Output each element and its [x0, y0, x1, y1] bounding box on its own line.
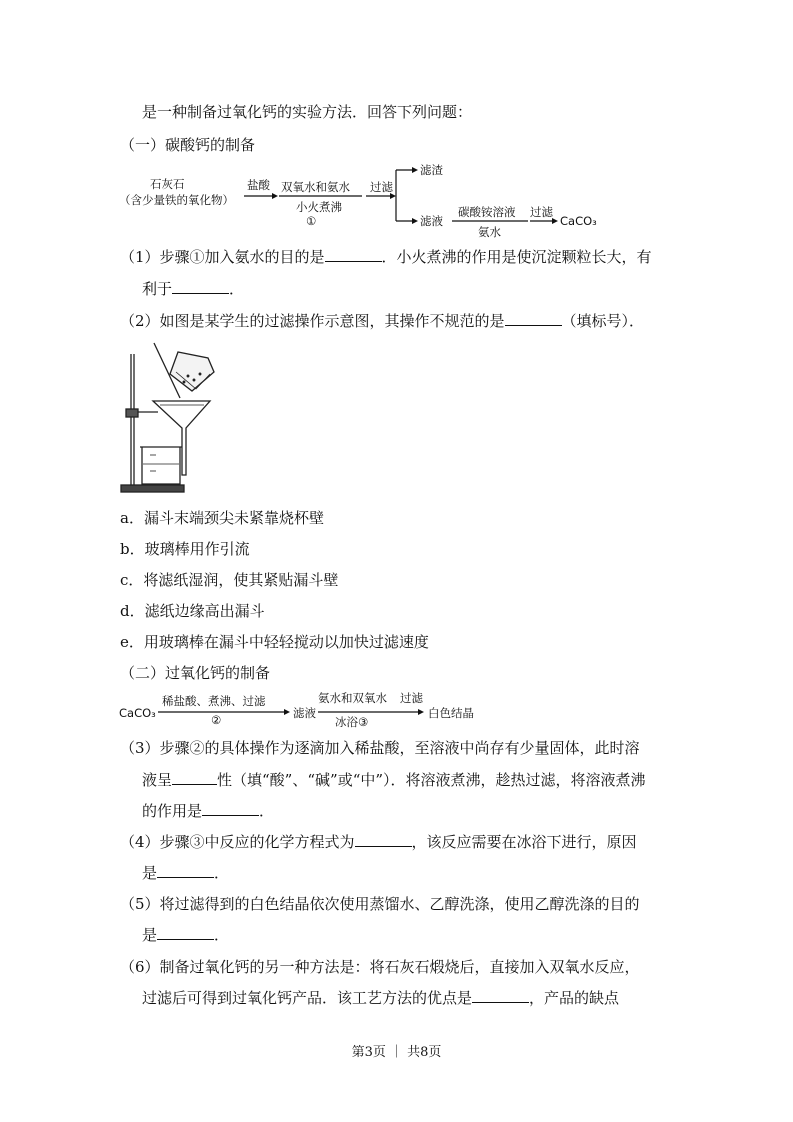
intro-text: 是一种制备过氧化钙的实验方法．回答下列问题： [142, 103, 473, 121]
flow1-reagent2-top: 碳酸铵溶液 [458, 205, 516, 219]
q5-answer-blank[interactable] [157, 925, 214, 940]
flow1-filtrate: 滤液 [420, 214, 443, 228]
option-a: a．漏斗末端颈尖未紧靠烧杯壁 [120, 509, 324, 527]
q6-text-a: 过滤后可得到过氧化钙产品．该工艺方法的优点是 [142, 989, 473, 1007]
flow1-reagents: 双氧水和氨水 [281, 180, 350, 194]
q5-text-b: ． [214, 926, 230, 944]
q6-line2 [142, 988, 619, 1008]
q6-answer-blank[interactable] [472, 988, 529, 1003]
q5-line1: （5）将过滤得到的白色结晶依次使用蒸馏水、乙醇洗涤，使用乙醇洗涤的目的 [120, 895, 640, 913]
q3-text-d: ． [259, 802, 275, 820]
flow2-reagent-top: 氨水和双氧水 [318, 691, 387, 705]
flow1-acid: 盐酸 [247, 178, 270, 192]
q3-answer-blank-1[interactable] [172, 770, 217, 785]
flow2-start: CaCO₃ [119, 706, 156, 720]
section1-title: （一）碳酸钙的制备 [120, 136, 256, 154]
flow2-step-top: 稀盐酸、煮沸、过滤 [162, 694, 266, 708]
q3-text-a: 液呈 [142, 771, 173, 789]
flow1-boil: 小火煮沸 [296, 200, 342, 214]
q4-line2 [142, 863, 229, 883]
q6-text-b: ，产品的缺点 [529, 989, 620, 1007]
flow2-filter: 过滤 [400, 691, 423, 705]
flow1-filter: 过滤 [370, 180, 393, 194]
section2-title: （二）过氧化钙的制备 [120, 664, 271, 682]
q1-text-a: （1）步骤①加入氨水的目的是 [120, 248, 325, 266]
page-footer: 第3页 ｜ 共8页 [351, 1045, 442, 1060]
q5-line2 [142, 925, 229, 945]
q3-line3 [142, 801, 274, 821]
flow1-step1: ① [306, 214, 317, 228]
flow1-product: CaCO₃ [560, 214, 597, 228]
q4-answer-blank-2[interactable] [157, 863, 214, 878]
q4-text-b: ，该反应需要在冰浴下进行，原因 [411, 833, 637, 851]
q5-text-a: 是 [142, 926, 158, 944]
q4-answer-blank-1[interactable] [355, 832, 412, 847]
flow1-filter2: 过滤 [530, 205, 553, 219]
option-d: d．滤纸边缘高出漏斗 [120, 602, 265, 620]
flow2-product: 白色结晶 [428, 706, 474, 720]
q1-text-c: 利于 [142, 280, 173, 298]
q3-text-c: 的作用是 [142, 802, 203, 820]
flow1-raw-bottom: （含少量铁的氧化物） [119, 193, 234, 207]
q6-line1: （6）制备过氧化钙的另一种方法是：将石灰石煅烧后，直接加入双氧水反应， [120, 958, 640, 976]
flow1-raw-top: 石灰石 [150, 177, 185, 191]
flow1-residue: 滤渣 [420, 163, 443, 177]
q4-text-a: （4）步骤③中反应的化学方程式为 [120, 833, 355, 851]
q3-answer-blank-2[interactable] [202, 801, 259, 816]
flow2-reagent-bottom: 冰浴③ [335, 715, 369, 729]
flow1-reagent2-bottom: 氨水 [478, 225, 501, 239]
q1-text-d: ． [229, 280, 245, 298]
q2-text-a: （2）如图是某学生的过滤操作示意图，其操作不规范的是 [120, 312, 505, 330]
q3-text-b: 性（填“酸”、“碱”或“中”）．将溶液煮沸，趁热过滤，将溶液煮沸 [217, 771, 646, 789]
q1-text-b: ．小火煮沸的作用是使沉淀颗粒长大，有 [381, 248, 652, 266]
q4-text-d: ． [214, 864, 230, 882]
option-b: b．玻璃棒用作引流 [120, 540, 250, 558]
q4-text-c: 是 [142, 864, 158, 882]
q3-line1: （3）步骤②的具体操作为逐滴加入稀盐酸，至溶液中尚存有少量固体，此时溶 [120, 739, 640, 757]
q2-text-b: （填标号）． [561, 312, 645, 330]
option-e: e．用玻璃棒在漏斗中轻轻搅动以加快过滤速度 [120, 633, 429, 651]
option-c: c．将滤纸湿润，使其紧贴漏斗壁 [120, 571, 339, 589]
q3-line2 [142, 770, 646, 790]
flow2-filtrate: 滤液 [293, 706, 316, 720]
flow2-step2: ② [211, 713, 222, 727]
q4-line1 [120, 832, 637, 852]
